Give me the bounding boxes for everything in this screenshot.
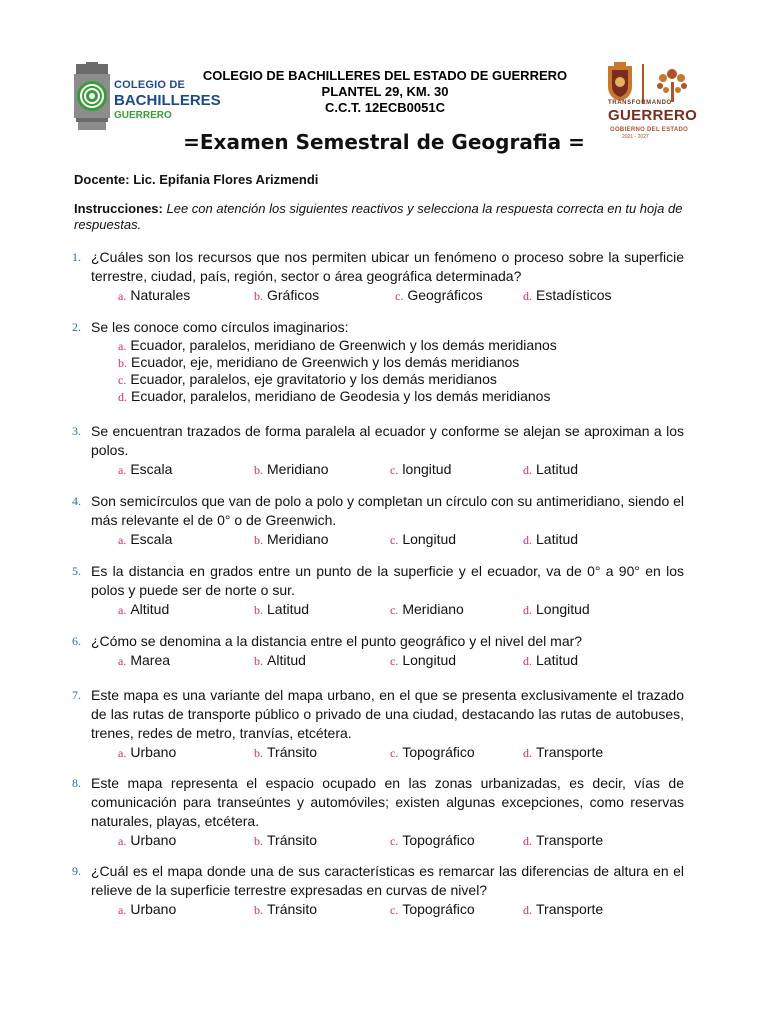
question-text: ¿Cómo se denomina a la distancia entre el punto geográfico y el nivel del mar? — [91, 633, 583, 649]
question-5 — [72, 562, 684, 618]
option-c[interactable]: c. Topográfico — [390, 744, 475, 760]
question-text: Son semicírculos que van de polo a polo y completan un círculo con su antimeridiano, siendo el más relevante el de 0° o de Greenwich. — [91, 493, 685, 528]
option-b[interactable]: b. Gráficos — [254, 287, 320, 303]
option-row — [72, 900, 684, 918]
plantel: PLANTEL 29, KM. 30 — [321, 84, 449, 99]
question-text: Este mapa es una variante del mapa urbano, en el que se presenta exclusivamente el trazado de las rutas de transporte público o privado de una ciudad, destacando las rutas de autobuses, trenes, redes de metro, tranvías, etcétera. — [91, 687, 684, 741]
option-row — [72, 286, 684, 304]
option-a[interactable]: a. Urbano — [118, 901, 177, 917]
option-b[interactable]: b. Meridiano — [254, 461, 329, 477]
option-d[interactable]: d. Latitud — [523, 461, 579, 477]
option-c[interactable]: c. Longitud — [390, 652, 457, 668]
option-a[interactable]: a. Marea — [118, 652, 171, 668]
logo-line-3: GUERRERO — [114, 110, 172, 121]
question-number: 2. — [72, 320, 81, 334]
option-c[interactable]: c. Longitud — [390, 531, 457, 547]
option-c[interactable]: c. Ecuador, paralelos, eje gravitatorio y los demás meridianos — [118, 371, 497, 387]
question-text: Este mapa representa el espacio ocupado en las zonas urbanizadas, es decir, vías de comunicación para transeúntes y automóviles; existen algunas excepciones, como reservas naturales, playas, etcétera. — [91, 775, 684, 829]
question-4 — [72, 492, 684, 548]
option-b[interactable]: b. Tránsito — [254, 744, 318, 760]
option-row — [72, 743, 684, 761]
question-8 — [72, 774, 684, 849]
cct-code: C.C.T. 12ECB0051C — [325, 100, 445, 115]
logo-line-2: BACHILLERES — [114, 92, 221, 109]
question-number: 7. — [72, 688, 81, 702]
question-number: 5. — [72, 564, 81, 578]
option-d[interactable]: d. Transporte — [523, 744, 604, 760]
logo-transformando: TRANSFORMANDO — [608, 100, 672, 106]
exam-title: =Examen Semestral de Geografia = — [183, 130, 585, 154]
institution-name: COLEGIO DE BACHILLERES DEL ESTADO DE GUERRERO — [202, 68, 568, 83]
question-text: ¿Cuáles son los recursos que nos permiten ubicar un fenómeno o proceso sobre la superficie terrestre, ciudad, país, región, sector o área geográfica determinada? — [91, 249, 684, 284]
question-number: 9. — [72, 864, 81, 878]
question-text: ¿Cuál es el mapa donde una de sus características es remarcar las diferencias de altura en el relieve de la superficie terrestre expresadas en curvas de nivel? — [91, 863, 684, 898]
option-b[interactable]: b. Altitud — [254, 652, 306, 668]
logo-divider — [642, 64, 644, 104]
option-row — [72, 460, 684, 478]
option-row — [72, 600, 684, 618]
question-9 — [72, 862, 684, 918]
option-b[interactable]: b. Ecuador, eje, meridiano de Greenwich y los demás meridianos — [118, 354, 520, 370]
option-a[interactable]: a. Naturales — [118, 287, 191, 303]
institution-header — [170, 68, 600, 116]
teacher-name: Docente: Lic. Epifania Flores Arizmendi — [74, 172, 319, 187]
instructions-text: Lee con atención los siguientes reactivos y selecciona la respuesta correcta en tu hoja de respuestas. — [74, 201, 683, 232]
option-a[interactable]: a. Urbano — [118, 744, 177, 760]
option-a[interactable]: a. Ecuador, paralelos, meridiano de Greenwich y los demás meridianos — [118, 337, 557, 353]
question-number: 8. — [72, 776, 81, 790]
option-c[interactable]: c. Meridiano — [390, 601, 464, 617]
question-text: Es la distancia en grados entre un punto de la superficie y el ecuador, va de 0° a 90° en los polos y puede ser de norte o sur. — [91, 563, 684, 598]
question-number: 3. — [72, 424, 81, 438]
cobach-emblem-icon — [72, 62, 112, 132]
logo-line-1: COLEGIO DE — [114, 79, 186, 91]
option-row — [72, 530, 684, 548]
option-list — [118, 337, 684, 405]
option-a[interactable]: a. Escala — [118, 531, 173, 547]
option-c[interactable]: c. longitud — [390, 461, 452, 477]
option-b[interactable]: b. Meridiano — [254, 531, 329, 547]
instructions-label: Instrucciones: — [74, 201, 163, 216]
logo-years: 2021 - 2027 — [622, 134, 649, 140]
tree-emblem-icon — [652, 64, 692, 104]
option-d[interactable]: d. Transporte — [523, 901, 604, 917]
question-7 — [72, 686, 684, 761]
question-number: 6. — [72, 634, 81, 648]
question-6 — [72, 632, 684, 669]
option-a[interactable]: a. Escala — [118, 461, 173, 477]
option-row — [72, 831, 684, 849]
question-text: Se les conoce como círculos imaginarios: — [91, 319, 349, 335]
question-3 — [72, 422, 684, 478]
option-d[interactable]: d. Estadísticos — [523, 287, 612, 303]
option-b[interactable]: b. Latitud — [254, 601, 310, 617]
option-c[interactable]: c. Topográfico — [390, 901, 475, 917]
option-d[interactable]: d. Transporte — [523, 832, 604, 848]
option-d[interactable]: d. Latitud — [523, 531, 579, 547]
logo-gobierno: GOBIERNO DEL ESTADO — [610, 127, 689, 133]
question-number: 4. — [72, 494, 81, 508]
option-b[interactable]: b. Tránsito — [254, 832, 318, 848]
question-text: Se encuentran trazados de forma paralela al ecuador y conforme se alejan se aproximan a los polos. — [91, 423, 684, 458]
option-c[interactable]: c. Geográficos — [395, 287, 483, 303]
option-a[interactable]: a. Urbano — [118, 832, 177, 848]
option-a[interactable]: a. Altitud — [118, 601, 170, 617]
question-1 — [72, 248, 684, 304]
instructions — [74, 201, 694, 233]
option-d[interactable]: d. Longitud — [523, 601, 590, 617]
option-d[interactable]: d. Latitud — [523, 652, 579, 668]
option-c[interactable]: c. Topográfico — [390, 832, 475, 848]
question-number: 1. — [72, 250, 81, 264]
question-2 — [72, 318, 684, 405]
logo-guerrero: GUERRERO — [608, 107, 698, 124]
state-shield-icon — [606, 62, 634, 102]
option-row — [72, 651, 684, 669]
option-b[interactable]: b. Tránsito — [254, 901, 318, 917]
option-d[interactable]: d. Ecuador, paralelos, meridiano de Geodesia y los demás meridianos — [118, 388, 551, 404]
